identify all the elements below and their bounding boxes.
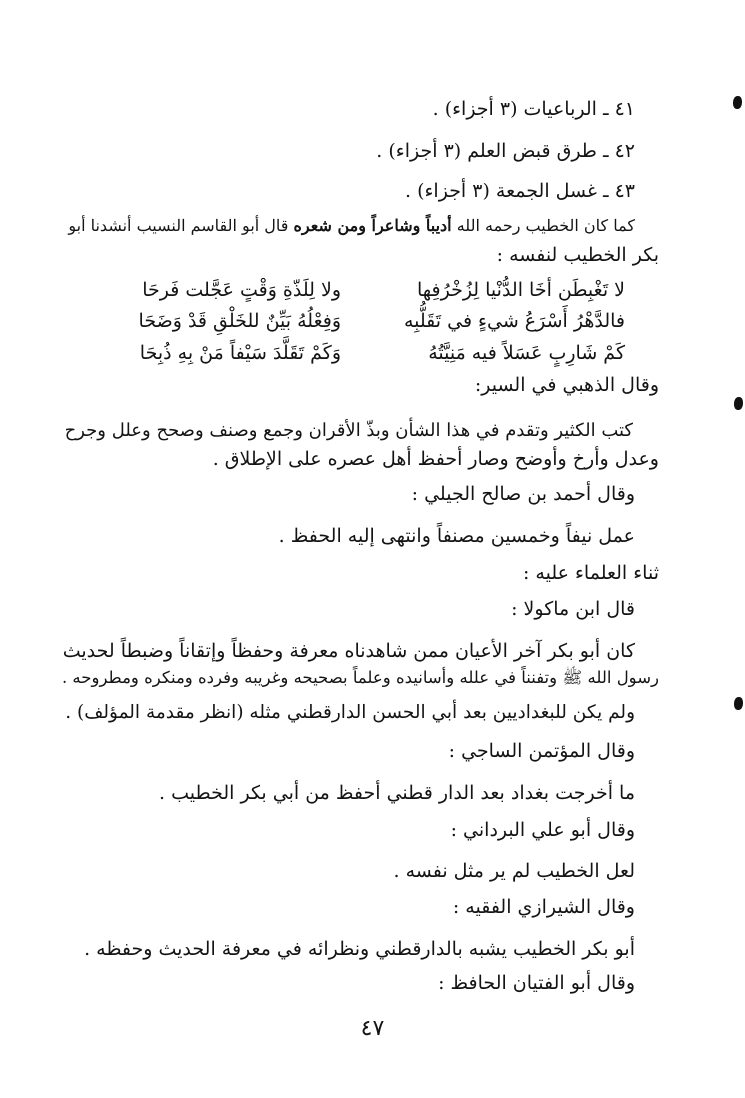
poem-verse-right: فالدَّهْرُ أَسْرَعُ شيءٍ في تَقَلُّبِه (403, 310, 625, 332)
intro-bold: أديباً وشاعراً ومن شعره (293, 216, 452, 235)
intro-lead: كما كان الخطيب رحمه الله (456, 216, 635, 235)
poem-verse-left: وَكَمْ تَقَلَّدَ سَيْفاً مَنْ بِهِ ذُبِحَا (139, 342, 341, 364)
makula-line: رسول الله ﷺ وتفنناً في علله وأسانيده وعلماً بصحيحه وغريبه وفرده ومنكره ومطروحه . (61, 668, 659, 687)
makula-line: ولم يكن للبغداديين بعد أبي الحسن الدارقطني مثله (انظر مقدمة المؤلف) . (65, 702, 635, 723)
book-list-item: ٤٣ ـ غسل الجمعة (٣ أجزاء) . (405, 180, 635, 202)
jili-line: عمل نيفاً وخمسين مصنفاً وانتهى إليه الحفظ . (278, 525, 635, 547)
poem-verse-left: وَفِعْلُهُ بَيِّنٌ للخَلْقِ قَدْ وَضَحَا (138, 310, 341, 332)
intro-tail: قال أبو القاسم النسيب أنشدنا أبو (68, 216, 289, 235)
saji-line: ما أخرجت بغداد بعد الدار قطني أحفظ من أبي بكر الخطيب . (159, 782, 635, 804)
poem-verse-left: ولا لِلَذّةِ وَقْتٍ عَجَّلت فَرحَا (142, 279, 341, 301)
section-heading: ثناء العلماء عليه : (522, 562, 659, 584)
poem-verse-right: لا تَغْبِطَن أخَا الدُّنْيا لِزُخْرُفِها (416, 279, 625, 301)
makula-heading: قال ابن ماكولا : (511, 598, 635, 620)
book-list-item: ٤١ ـ الرباعيات (٣ أجزاء) . (432, 98, 635, 120)
shirazi-heading: وقال الشيرازي الفقيه : (452, 896, 635, 918)
fityan-heading: وقال أبو الفتيان الحافظ : (438, 972, 635, 994)
dhahabi-line: وعدل وأرخ وأوضح وصار أحفظ أهل عصره على الإطلاق . (212, 448, 659, 470)
jili-heading: وقال أحمد بن صالح الجيلي : (411, 483, 635, 505)
bardani-line: لعل الخطيب لم ير مثل نفسه . (393, 860, 635, 882)
saji-heading: وقال المؤتمن الساجي : (448, 740, 635, 762)
bardani-heading: وقال أبو علي البرداني : (450, 819, 635, 841)
makula-line: كان أبو بكر آخر الأعيان ممن شاهدناه معرفة وحفظاً وإتقاناً وضبطاً لحديث (62, 640, 635, 662)
margin-mark-middle (734, 397, 743, 410)
book-list-item: ٤٢ ـ طرق قبض العلم (٣ أجزاء) . (376, 140, 635, 162)
dhahabi-heading: وقال الذهبي في السير: (474, 374, 659, 396)
intro-line (68, 216, 635, 235)
margin-mark-top (733, 96, 742, 109)
intro-line-2: بكر الخطيب لنفسه : (496, 244, 659, 266)
dhahabi-line: كتب الكثير وتقدم في هذا الشأن وبذّ الأقران وجمع وصنف وصحح وعلل وجرح (64, 420, 633, 441)
shirazi-line: أبو بكر الخطيب يشبه بالدارقطني ونظرائه في معرفة الحديث وحفظه . (84, 938, 635, 960)
margin-mark-lower (734, 697, 743, 710)
poem-verse-right: كَمْ شَارِبٍ عَسَلاً فيه مَنِيَّتُهُ (428, 342, 625, 364)
page-number: ٤٧ (360, 1016, 385, 1041)
